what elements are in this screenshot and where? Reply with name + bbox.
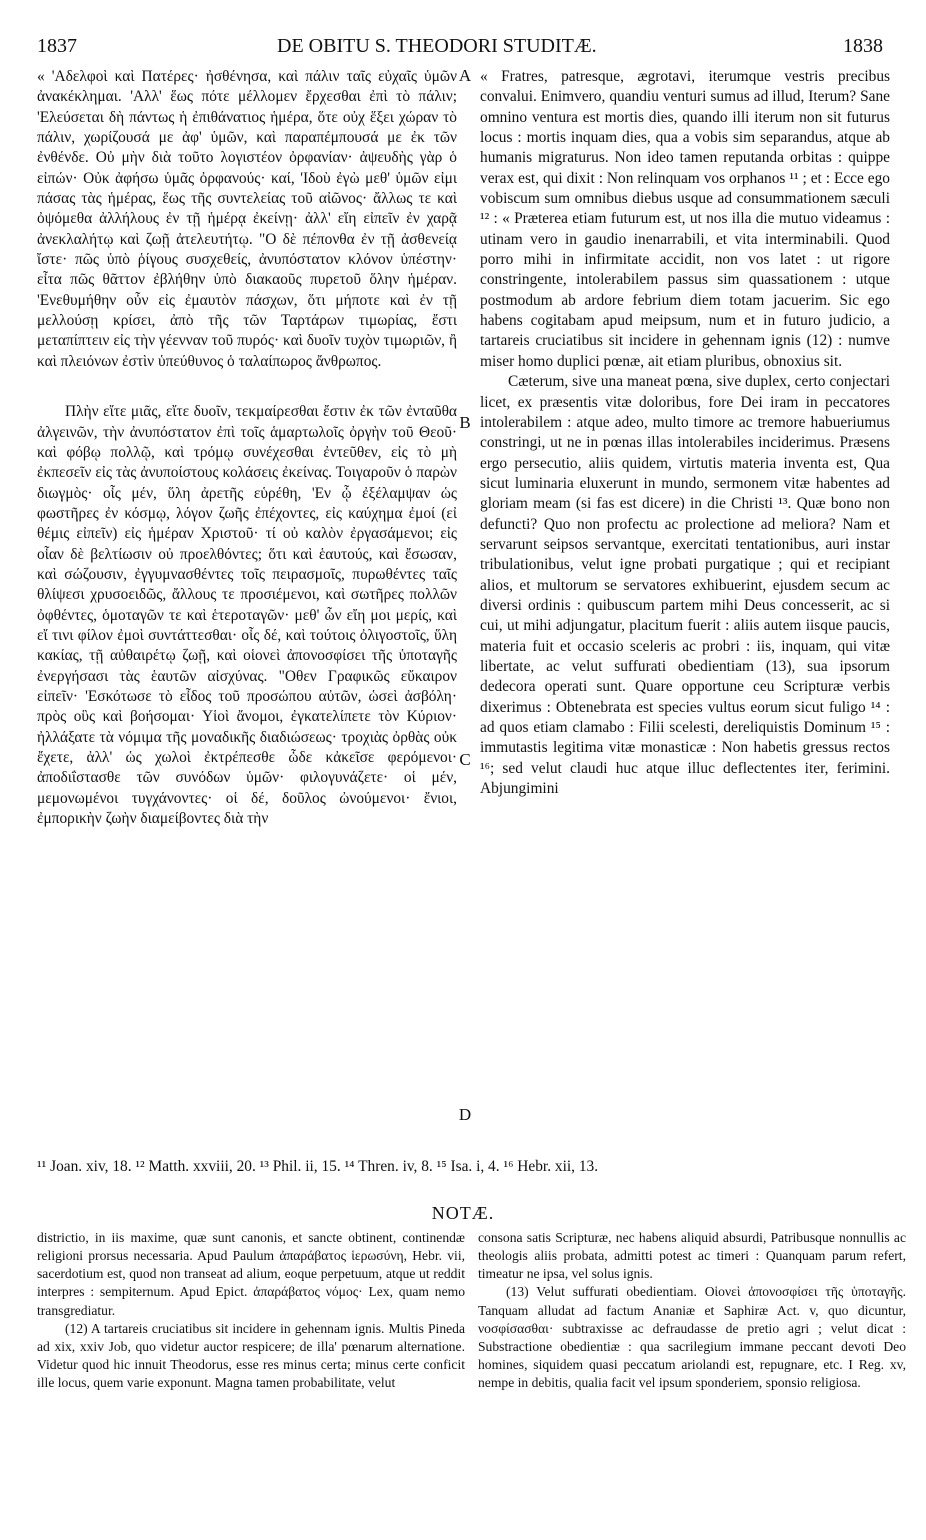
notae-heading: NOTÆ. — [431, 1203, 495, 1223]
note-paragraph: (12) A tartareis cruciatibus sit incidere in gehennam ignis. Multis Pineda ad xix, xxiv Job, quo videtur auctor respicere; de illa' pœnarum alternatione. Videtur quod hic innuit Theodorus, esse res minus certa; minus certe conficit ille locus, quem varie exponunt. Magna tamen probabilitate, velut — [37, 1320, 465, 1391]
greek-column — [37, 67, 457, 829]
note-paragraph: districtio, in iis maxime, quæ sunt canonis, et sancte obtinent, continendæ religioni prorsus necessaria. Apud Paulum ἀπαράβατος ἱερωσύνη, Hebr. vii, sacerdotium est, quod non transeat ad alium, eoque perpetuum, atque ut reddit interpres : sempiternum. Apud Epict. ἀπαράβατος νόμος· Lex, quam nemo transgrediatur. — [37, 1230, 465, 1318]
latin-column — [480, 67, 890, 799]
margin-letter-b: B — [459, 413, 471, 432]
margin-letter-d: D — [458, 1105, 472, 1124]
greek-paragraph-2: Πλὴν εἴτε μιᾶς, εἴτε δυοῖν, τεκμαίρεσθαι ἔστιν ἐκ τῶν ἐνταῦθα ἀλγεινῶν, τὴν ἀνυπόστατον ἐπὶ τοῖς ἁμαρτωλοῖς ὀργὴν τοῦ Θεοῦ· καὶ φόβῳ πολλῷ, καὶ τρόμῳ συνέχεσθαι ἐντεῦθεν, εἰς τὸ μὴ ἐκπεσεῖν εἰς τὰς ἀνυποίστους κολάσεις ἐκείνας. Τοιγαροῦν ὁ παρὼν διωγμὸς· οἷς μέν, ὕλη ἀρετῆς εὑρέθη, 'Εν ᾧ ἐξέλαμψαν ὡς φωστῆρες ἐν κόσμῳ, λόγον ζωῆς ἐπέχοντες, εἰς καύχημα ἐμοί (εἰ θέμις εἰπεῖν) εἰς ἡμέραν Χριστοῦ· τί οὐ καλὸν ἐργασάμενοι; εἰς οἷαν δὲ βελτίωσιν οὐ προελθόντες; ὅτι καὶ ἑαυτούς, καὶ ἔσωσαν, καὶ σώζουσιν, ἐγγυμνασθέντες τοῖς πειρασμοῖς, πυρωθέντες ταῖς θλίψεσι χρυσοειδῶς, ἄλλους τε προσιέμενοι, καὶ σωτῆρες πολλῶν ὀφθέντες, ὁμοταγῶν τε καὶ ἑτεροταγῶν· μεθ' ὧν εἴη μοι μερίς, καὶ εἴ τινι φίλον ἐμοὶ συντάττεσθαι· οἷς δέ, καὶ τούτοις ὀλιγοστοῖς, ὕλη κακίας, τῇ αὐθαιρέτῳ ζωῇ, καὶ οἱονεὶ ἀπονοσφίσει τῆς ὑποταγῆς ἐνεργήσασι τὰς ἑαυτῶν αἰσχύνας. "Οθεν Γραφικῶς εὔκαιρον εἰπεῖν· 'Εσκότωσε τὸ εἶδος τοῦ προσώπου αὐτῶν, ὡσεὶ ἀσβόλη· πρὸς οὓς καὶ βοήσομαι· Υἱοὶ ἄνομοι, ἐγκατελίπετε τὸν Κύριον· ἠλλάξατε τὰ νόμιμα τῆς μοναδικῆς διαδιώσεως· τροχιὰς ὀρθὰς οὐκ ἔχετε, ἀλλ' ὡς χωλοὶ ἐκτρέπεσθε ὧδε κἀκεῖσε φερόμενοι· ἀποδιΐστασθε τῶν συνόδων ὑμῶν· φιλογυνάζετε· οἱ μέν, μεμονωμένοι τυγχάνοντες· οἱ δέ, δοῦλος ὠνούμενοι· ἔνιοι, ἐμπορικὴν ζωὴν διαμείβοντες διὰ τὴν — [37, 403, 457, 828]
footnotes — [37, 1156, 907, 1177]
page-title: DE OBITU S. THEODORI STUDITÆ. — [277, 35, 597, 57]
margin-letter-c: C — [459, 750, 471, 769]
note-paragraph: consona satis Scripturæ, nec habens aliquid absurdi, Patribusque nonnullis ac theologis aliis probata, admitti potest ac timeri : Quanquam parum refert, timeatur ne ipsa, vel solus ignis. — [478, 1230, 906, 1282]
notes-right-column — [478, 1229, 906, 1392]
latin-paragraph-2: Cæterum, sive una maneat pœna, sive duplex, certo conjectari licet, ex præsentis vitæ doloribus, fore Dei iram in peccatores intolerabilem : atque adeo, multo timore ac tremore habueriumus constringi, ut ne in pœnas illas intolerabiles inciderimus. Præsens ergo persecutio, aliis quidem, virtutis materia inventa est, Qua sicut luminaria eluxerunt in mundo, sermonem vitæ habentes ad gloriam meam (si fas est dicere) in die Christi ¹³. Quæ bono non defuncti? Quo non profectu ac prolectione ad meliora? Nam et servarunt seipsos servantque, exercitati tentationibus, auri instar tribulationibus, velut igne probati purgatique ; qui et recipiant alios, et multorum se servatores exhibuerint, ejusdem secum ac diversi ordinis : quibuscum partem mihi Deus concesserit, ac si cui, ut mihi adjungatur, placitum fuerit : aliis autem iisque paucis, materia fuit et occasio sceleris ac probri : iis, inquam, qui vitæ libertate, ac velut suffurati obedientiam (13), sua ipsorum dedecora operati sunt. Quare opportune ceu Scripturæ verbis dixerimus : Obtenebrata est species vultus eorum sicut fuligo ¹⁴ : ad quos etiam clamabo : Filii scelesti, dereliquistis Dominum ¹⁵ : immutastis legitima vitæ monasticæ : Non habetis gressus rectos ¹⁶; sed velut claudi huc atque illuc deflectentes iter, ferimini. Abjungimini — [480, 373, 890, 798]
margin-letter-a: A — [458, 66, 472, 85]
note-paragraph: (13) Velut suffurati obedientiam. Οἱονεὶ ἀπονοσφίσει τῆς ὑποταγῆς. Tanquam alludat ad factum Ananiæ et Saphiræ Act. v, quo dicuntur, νοσφίσασθαι· subtraxisse ac defraudasse de pretio agri ; velut dicat : Substractione obedientiæ : qua sacrilegium immane peccant devoti Deo homines, siquidem quasi peccatum ariolandi est, repugnare, etc. I Reg. xv, nempe in debitis, qualia facit vel ipsum sponderiem, sponsio religiosa. — [478, 1284, 906, 1391]
footnote-line: ¹¹ Joan. xiv, 18. ¹² Matth. xxviii, 20. ¹³ Phil. ii, 15. ¹⁴ Thren. iv, 8. ¹⁵ Isa. i, 4. ¹⁶ Hebr. xii, 13. — [37, 1158, 599, 1175]
notes-left-column — [37, 1229, 465, 1392]
page-number-left: 1837 — [37, 35, 77, 57]
latin-paragraph-1: « Fratres, patresque, ægrotavi, iterumque vestris precibus convalui. Enimvero, quandiu venturi sumus ad illud, Iterum? Sane omnino ventura est mortis dies, quando illi iterum non sit futurus locus : mortis inquam dies, qua a vobis sim separandus, atque ab humanis migraturus. Non ideo tamen reputanda orbitas : quippe verax est, qui dixit : Non relinquam vos orphanos ¹¹ ; et : Ecce ego vobiscum sum omnibus diebus usque ad consummationem sæculi ¹² : « Præterea etiam futurum est, ut nos illa die mutuo videamus : utinam vero in gaudio inenarrabili, et vita interminabili. Quod porro mihi in infirmitate accidit, non vos latet : ut rigore constringente, intolerabilem passus sim quassationem : utque postmodum ab ardore febrium diem totam jacuerim. Sic ego habens cogitabam apud meipsum, num et in futuro judicio, a tartareis cruciatibus sit incidere in gehennam ignis (12) : numve miser homo duplici pœnæ, ait etiam pluribus, obnoxius sit. — [480, 68, 890, 370]
running-header — [0, 35, 926, 63]
page-number-right: 1838 — [843, 35, 883, 57]
greek-paragraph-1: « 'Αδελφοὶ καὶ Πατέρες· ἠσθένησα, καὶ πάλιν ταῖς εὐχαῖς ὑμῶν ἀνακέκλημαι. 'Αλλ' ἕως πότε μέλλομεν ἔρχεσθαι ἐπὶ τὸ πάλιν; 'Ελεύσεται δὴ πάντως ἡ ἐπιθάνατιος ἡμέρα, ὅτε οὐχ ἕξει χώραν τὸ πάλιν, χωρίζουσά με ἀφ' ὑμῶν, καὶ παραπέμπουσά με ἐκ τῶν ἐνθένδε. Οὐ μὴν διὰ τοῦτο λογιστέον ὀρφανίαν· ἀψευδὴς γὰρ ὁ εἰπών· Οὐκ ἀφήσω ὑμᾶς ὀρφανούς· καί, 'Ιδοὺ ἐγὼ μεθ' ὑμῶν εἰμι πάσας τὰς ἡμέρας, ἕως τῆς συντελείας τοῦ αἰῶνος· ἄλλως τε καὶ ὀψόμεθα ἀλλήλους ἐν τῇ ἡμέρᾳ ἐκείνῃ· ἀλλ' εἴη εἰπεῖν ἐν χαρᾷ ἀνεκλαλήτῳ καὶ ζωῇ ἀτελευτήτῳ. "Ο δὲ πέπονθα ἐν τῇ ἀσθενείᾳ ἴστε· πῶς ὑπὸ ῥίγους συσχεθείς, ἀνυπόστατον κλόνον ὑπέστην· εἶτα πῶς θᾶττον ἐβλήθην ὑπὸ διακαοῦς πυρετοῦ ὅλην ἡμέραν. 'Ενεθυμήθην οὖν εἰς ἐμαυτὸν πάσχων, ὅτι μήποτε καὶ ἐν τῇ μελλούσῃ κρίσει, ἀπὸ τῆς τῶν Ταρτάρων τιμωρίας, ἔστι μεταπίπτειν εἰς τὴν γέενναν τοῦ πυρός· καὶ δυοῖν τυχὸν τιμωριῶν, ἢ καὶ πλειόνων ἐστὶν ὑπεύθυνος ὁ ταλαίπωρος ἄνθρωπος. — [37, 68, 457, 370]
